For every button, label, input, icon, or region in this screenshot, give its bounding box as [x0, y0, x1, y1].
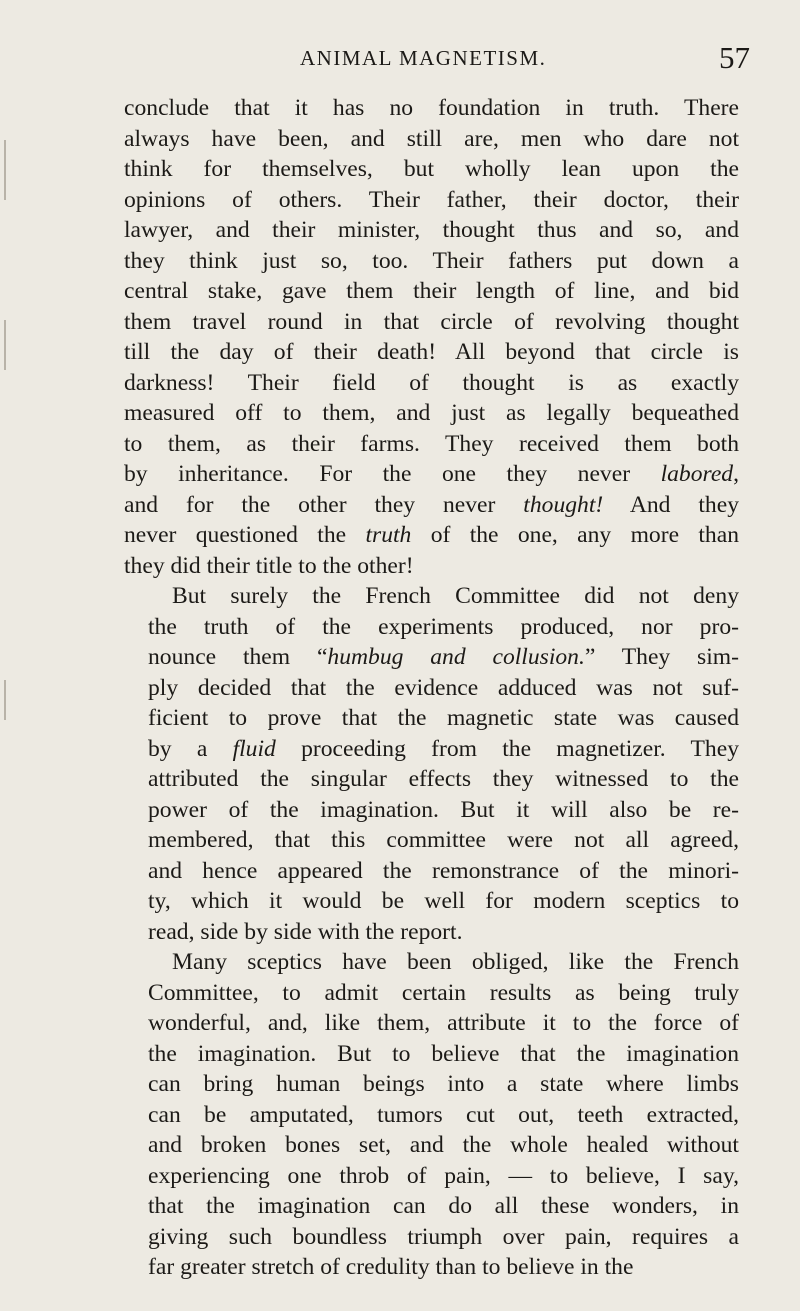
text-line: ty, which it would be well for modern sceptics to: [148, 888, 739, 914]
text-line: Many sceptics have been obliged, like the French: [172, 949, 739, 975]
text-line: lawyer, and their minister, thought thus and so, and: [124, 217, 739, 243]
paragraph: [124, 93, 739, 581]
text-line: till the day of their death! All beyond that circle is: [124, 339, 739, 365]
text-line: central stake, gave them their length of line, and bid: [124, 278, 739, 304]
text-line: they did their title to the other!: [124, 552, 414, 579]
text-line: read, side by side with the report.: [148, 918, 463, 945]
text-line: ficient to prove that the magnetic state was caused: [148, 705, 739, 731]
text-line: the imagination. But to believe that the imagination: [148, 1040, 739, 1067]
text-line: they think just so, too. Their fathers put down a: [124, 247, 739, 274]
text-line: But surely the French Committee did not deny: [172, 583, 739, 609]
text-line: nounce them “humbug and collusion.” They sim-: [148, 644, 739, 670]
text-line: measured off to them, and just as legally bequeathed: [124, 400, 739, 426]
text-line: darkness! Their field of thought is as exactly: [124, 369, 739, 396]
text-line: and broken bones set, and the whole healed without: [148, 1132, 739, 1158]
page-number: 57: [719, 40, 750, 75]
text-line: conclude that it has no foundation in truth. There: [124, 95, 739, 121]
text-line: them travel round in that circle of revolving thought: [124, 308, 739, 335]
text-line: by inheritance. For the one they never labored,: [124, 461, 739, 487]
text-line: can be amputated, tumors cut out, teeth extracted,: [148, 1101, 739, 1128]
text-line: and for the other they never thought! And they: [124, 491, 739, 518]
text-line: experiencing one throb of pain, — to believe, I say,: [148, 1162, 739, 1189]
page-edge-show-through: [0, 120, 18, 740]
text-line: opinions of others. Their father, their doctor, their: [124, 186, 739, 213]
text-line: ply decided that the evidence adduced was not suf-: [148, 674, 739, 701]
running-title: ANIMAL MAGNETISM.: [300, 46, 547, 70]
text-line: attributed the singular effects they witnessed to the: [148, 766, 739, 792]
text-line: by a fluid proceeding from the magnetizer. They: [148, 735, 739, 762]
body-text: [124, 93, 739, 1283]
text-line: that the imagination can do all these wonders, in: [148, 1193, 739, 1219]
text-line: think for themselves, but wholly lean upon the: [124, 156, 739, 182]
paragraph: [124, 947, 739, 1283]
text-line: can bring human beings into a state where limbs: [148, 1071, 739, 1097]
text-line: giving such boundless triumph over pain, requires a: [148, 1223, 739, 1250]
text-line: Committee, to admit certain results as being truly: [148, 979, 739, 1006]
text-line: far greater stretch of credulity than to believe in the: [148, 1254, 634, 1280]
running-head: [120, 40, 750, 80]
text-line: and hence appeared the remonstrance of the minori-: [148, 857, 739, 884]
text-line: never questioned the truth of the one, any more than: [124, 522, 740, 548]
text-line: to them, as their farms. They received them both: [124, 430, 739, 457]
text-line: power of the imagination. But it will also be re-: [148, 796, 739, 823]
text-line: the truth of the experiments produced, nor pro-: [148, 613, 739, 640]
text-line: always have been, and still are, men who dare not: [124, 125, 739, 152]
text-line: wonderful, and, like them, attribute it to the force of: [148, 1010, 739, 1036]
paragraph: [124, 581, 739, 947]
text-line: membered, that this committee were not all agreed,: [148, 827, 739, 853]
